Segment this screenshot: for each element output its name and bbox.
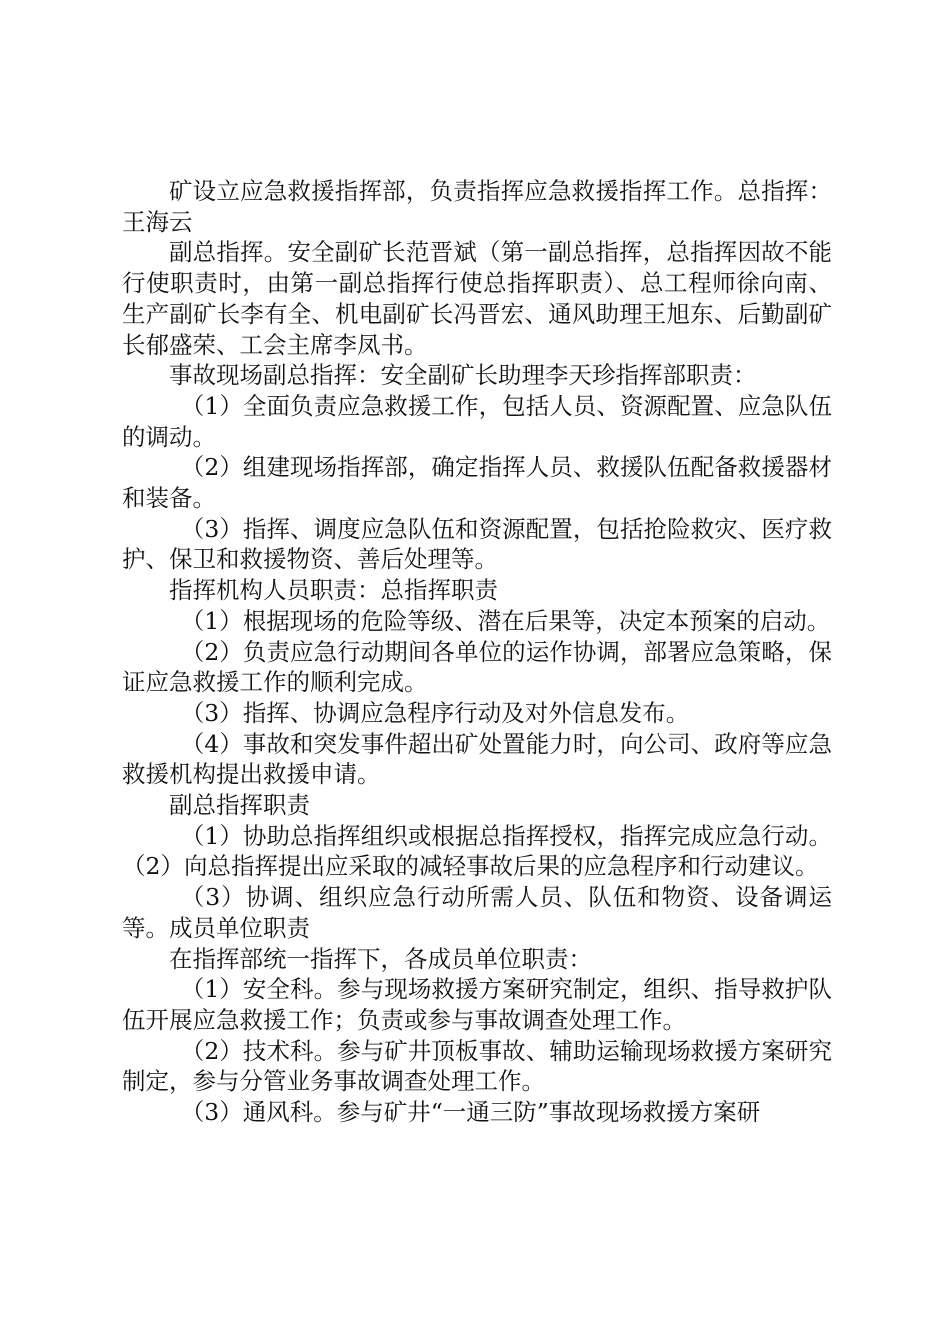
numbered-paragraph: （1）全面负责应急救援工作，包括人员、资源配置、应急队伍的调动。	[122, 391, 832, 451]
numbered-paragraph: （4）事故和突发事件超出矿处置能力时，向公司、政府等应急救援机构提出救援申请。	[122, 729, 832, 789]
paragraph: 矿设立应急救援指挥部，负责指挥应急救援指挥工作。总指挥：王海云	[122, 177, 832, 236]
paragraph: 在指挥部统一指挥下，各成员单位职责：	[169, 944, 592, 973]
document-body	[122, 176, 832, 1128]
numbered-paragraph: （1）安全科。参与现场救援方案研究制定，组织、指导救护队伍开展应急救援工作；负责或参与事故调查处理工作。	[122, 975, 832, 1034]
numbered-paragraph: （2）组建现场指挥部，确定指挥人员、救援队伍配备救援器材和装备。	[122, 453, 832, 513]
numbered-paragraph: （3）指挥、调度应急队伍和资源配置，包括抢险救灾、医疗救护、保卫和救援物资、善后处理等。	[122, 514, 832, 574]
paragraph: 副总指挥。安全副矿长范晋斌（第一副总指挥，总指挥因故不能行使职责时，由第一副总指挥行使总指挥职责）、总工程师徐向南、生产副矿长李有全、机电副矿长冯晋宏、通风助理王旭东、后勤副矿长郁盛荣、工会主席李凤书。	[122, 238, 832, 359]
numbered-paragraph: （2）负责应急行动期间各单位的运作协调，部署应急策略，保证应急救援工作的顺利完成。	[122, 637, 832, 697]
numbered-paragraph: （2）技术科。参与矿井顶板事故、辅助运输现场救援方案研究制定，参与分管业务事故调查处理工作。	[122, 1036, 832, 1096]
numbered-paragraph: （1）协助总指挥组织或根据总指挥授权，指挥完成应急行动。（2）向总指挥提出应采取的减轻事故后果的应急程序和行动建议。	[122, 821, 832, 881]
numbered-paragraph: （1）根据现场的危险等级、潜在后果等，决定本预案的启动。	[180, 606, 831, 635]
paragraph: 指挥机构人员职责：总指挥职责	[169, 576, 498, 605]
numbered-paragraph: （3）指挥、协调应急程序行动及对外信息发布。	[180, 698, 690, 727]
paragraph: 事故现场副总指挥：安全副矿长助理李天珍指挥部职责：	[169, 361, 757, 390]
paragraph: 副总指挥职责	[169, 791, 310, 820]
numbered-paragraph: （3）通风科。参与矿井“一通三防”事故现场救援方案研	[180, 1098, 761, 1127]
numbered-paragraph: （3）协调、组织应急行动所需人员、队伍和物资、设备调运等。成员单位职责	[122, 883, 832, 942]
